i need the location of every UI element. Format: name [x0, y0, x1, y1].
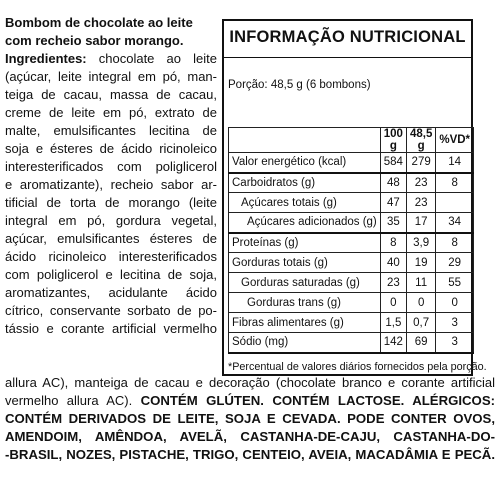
- value-100g: 142: [380, 333, 406, 353]
- table-row: [229, 173, 474, 193]
- table-row: [229, 313, 474, 333]
- value-100g: 48: [380, 173, 406, 193]
- nutrition-facts-table: [222, 19, 487, 376]
- allergen-warning: -BRASIL, NOZES, PISTACHE, TRIGO, CENTEIO, AVEIA, MACADÂMIA E PECÃ.: [5, 447, 495, 462]
- value-portion: 17: [406, 213, 435, 233]
- value-daily: 3: [436, 333, 474, 353]
- table-row: [229, 233, 474, 253]
- ingredients-line: Ingredientes: chocolate ao leite: [5, 51, 217, 66]
- value-daily: 55: [436, 273, 474, 293]
- nutrient-label: Sódio (mg): [229, 333, 381, 353]
- product-name-line-2: com recheio sabor morango.: [5, 33, 184, 48]
- nutrient-table: [228, 127, 474, 354]
- nutrient-label: Valor energético (kcal): [229, 153, 381, 173]
- value-100g: 23: [380, 273, 406, 293]
- header-portion: 48,5 g: [406, 128, 435, 153]
- allergen-warning: CONTÉM GLÚTEN. CONTÉM LACTOSE. ALÉRGICOS:: [140, 393, 496, 408]
- table-row: [229, 253, 474, 273]
- table-row: [229, 333, 474, 353]
- table-row: [229, 193, 474, 213]
- ingredients-line: ácido ricinoleico interesterificados: [5, 249, 217, 264]
- nutrient-label: Gorduras totais (g): [229, 253, 381, 273]
- value-100g: 40: [380, 253, 406, 273]
- ingredients-line: integral em pó, gordura vegetal,: [5, 213, 217, 228]
- ingredients-line: com poliglicerol e lecitina de soja,: [5, 267, 217, 282]
- nutrition-title: INFORMAÇÃO NUTRICIONAL: [229, 28, 466, 46]
- nutrient-label: Gorduras saturadas (g): [229, 273, 381, 293]
- ingredients-line: tificial de torta de morango (leite: [5, 195, 217, 210]
- header-blank: [229, 128, 381, 153]
- ingredients-line: cítrico, conservante sorbato de po-: [5, 303, 217, 318]
- value-daily: 14: [436, 153, 474, 173]
- value-daily: 8: [436, 233, 474, 253]
- value-100g: 584: [380, 153, 406, 173]
- ingredients-continuation: [5, 374, 495, 464]
- value-portion: 19: [406, 253, 435, 273]
- allergen-warning: CONTÉM DERIVADOS DE LEITE, SOJA E CEVADA. PODE CONTER OVOS,: [5, 411, 495, 426]
- table-row: [229, 293, 474, 313]
- value-100g: 35: [380, 213, 406, 233]
- header-100g: 100 g: [380, 128, 406, 153]
- value-100g: 0: [380, 293, 406, 313]
- portion-size: Porção: 48,5 g (6 bombons): [228, 79, 371, 91]
- ingredients-line: aromatizantes, acidulante ácido: [5, 285, 217, 300]
- nutrient-label: Fibras alimentares (g): [229, 313, 381, 333]
- table-row: [229, 153, 474, 173]
- header-daily-value: %VD*: [436, 128, 474, 153]
- value-portion: 23: [406, 173, 435, 193]
- value-daily: [436, 193, 474, 213]
- allergen-warning: AMENDOIM, AMÊNDOA, AVELÃ, CASTANHA-DE-CAJU, CASTANHA-DO-: [5, 429, 495, 444]
- value-100g: 47: [380, 193, 406, 213]
- value-100g: 1,5: [380, 313, 406, 333]
- title-divider: [224, 57, 471, 58]
- ingredients-line: tássio e corante artificial vermelho: [5, 321, 217, 336]
- ingredients-column: [5, 14, 217, 338]
- ingredients-line: açúcar, emulsificantes ésteres de: [5, 231, 217, 246]
- value-daily: 3: [436, 313, 474, 333]
- nutrient-label: Açúcares totais (g): [229, 193, 381, 213]
- table-header-row: [229, 128, 474, 153]
- value-portion: 0: [406, 293, 435, 313]
- ingredients-line: interesterificados com poliglicerol: [5, 159, 217, 174]
- ingredients-line: teiga de cacau, massa de cacau,: [5, 87, 217, 102]
- daily-value-footnote: *Percentual de valores diários fornecidos pela porção.: [228, 361, 487, 373]
- value-100g: 8: [380, 233, 406, 253]
- value-portion: 69: [406, 333, 435, 353]
- value-daily: 8: [436, 173, 474, 193]
- ingredients-line: allura AC), manteiga de cacau e decoração (chocolate branco e corante artificial: [5, 375, 495, 390]
- allergen-line: vermelho allura AC). CONTÉM GLÚTEN. CONTÉM LACTOSE. ALÉRGICOS:: [5, 393, 496, 408]
- value-portion: 23: [406, 193, 435, 213]
- ingredients-line: malte, emulsificantes lecitina de: [5, 123, 217, 138]
- value-daily: 0: [436, 293, 474, 313]
- value-portion: 3,9: [406, 233, 435, 253]
- nutrient-label: Proteínas (g): [229, 233, 381, 253]
- value-portion: 279: [406, 153, 435, 173]
- ingredients-heading: Ingredientes:: [5, 51, 87, 66]
- table-row: [229, 213, 474, 233]
- nutrient-label: Gorduras trans (g): [229, 293, 381, 313]
- value-daily: 34: [436, 213, 474, 233]
- value-portion: 11: [406, 273, 435, 293]
- value-daily: 29: [436, 253, 474, 273]
- nutrient-label: Açúcares adicionados (g): [229, 213, 381, 233]
- nutrient-label: Carboidratos (g): [229, 173, 381, 193]
- value-portion: 0,7: [406, 313, 435, 333]
- product-name-line-1: Bombom de chocolate ao leite: [5, 15, 193, 30]
- ingredients-line: soja e ésteres de ácido ricinoleico: [5, 141, 217, 156]
- table-row: [229, 273, 474, 293]
- ingredients-line: e aromatizante), recheio sabor ar-: [5, 177, 217, 192]
- ingredients-line: (açúcar, leite integral em pó, man-: [5, 69, 217, 84]
- ingredients-line: creme de leite em pó, extrato de: [5, 105, 217, 120]
